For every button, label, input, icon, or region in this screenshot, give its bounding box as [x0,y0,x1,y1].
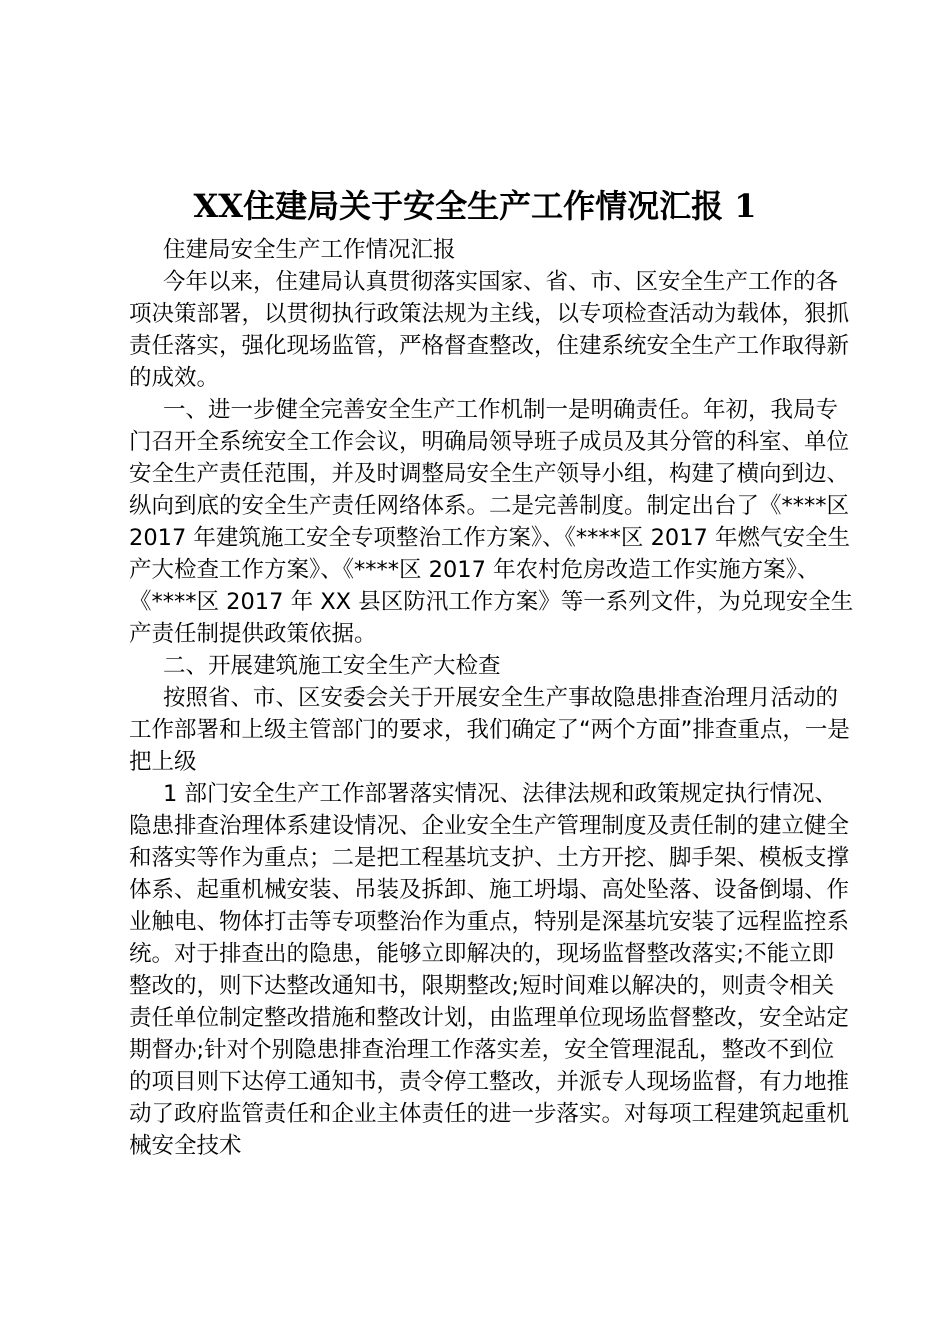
paragraph-intro: 今年以来，住建局认真贯彻落实国家、省、市、区安全生产工作的各项决策部署，以贯彻执行政策法规为主线，以专项检查活动为载体，狠抓责任落实，强化现场监管，严格督查整改，住建系统安全生产工作取得新的成效。 [129,269,850,391]
paragraph-section-2-intro: 按照省、市、区安委会关于开展安全生产事故隐患排查治理月活动的工作部署和上级主管部门的要求，我们确定了“两个方面”排查重点，一是把上级 [129,685,850,775]
paragraph-section-2-heading: 二、开展建筑施工安全生产大检查 [163,653,501,679]
paragraph-subtitle: 住建局安全生产工作情况汇报 [163,237,456,263]
document-title: XX住建局关于安全生产工作情况汇报 1 [193,187,757,225]
paragraph-section-2-detail: 1 部门安全生产工作部署落实情况、法律法规和政策规定执行情况、隐患排查治理体系建设情况、企业安全生产管理制度及责任制的建立健全和落实等作为重点；二是把工程基坑支护、土方开挖、脚手架、模板支撑体系、起重机械安装、吊装及拆卸、施工坍塌、高处坠落、设备倒塌、作业触电、物体打击等专项整治作为重点，特别是深基坑安装了远程监控系统。对于排查出的隐患，能够立即解决的，现场监督整改落实;不能立即整改的，则下达整改通知书，限期整改;短时间难以解决的，则责令相关责任单位制定整改措施和整改计划，由监理单位现场监督整改，安全站定期督办;针对个别隐患排查治理工作落实差，安全管理混乱，整改不到位的项目则下达停工通知书，责令停工整改，并派专人现场监督，有力地推动了政府监管责任和企业主体责任的进一步落实。对每项工程建筑起重机械安全技术 [129,781,850,1159]
document-body [129,234,854,1162]
paragraph-section-1: 一、进一步健全完善安全生产工作机制一是明确责任。年初，我局专门召开全系统安全工作会议，明确局领导班子成员及其分管的科室、单位安全生产责任范围，并及时调整局安全生产领导小组，构建了横向到边、纵向到底的安全生产责任网络体系。二是完善制度。制定出台了《****区 2017 年建筑施工安全专项整治工作方案》、《****区 2017 年燃气安全生产大检查工作方案》、《****区 2017 年农村危房改造工作实施方案》、《****区 2017 年 XX 县区防汛工作方案》等一系列文件，为兑现安全生产责任制提供政策依据。 [129,397,854,647]
